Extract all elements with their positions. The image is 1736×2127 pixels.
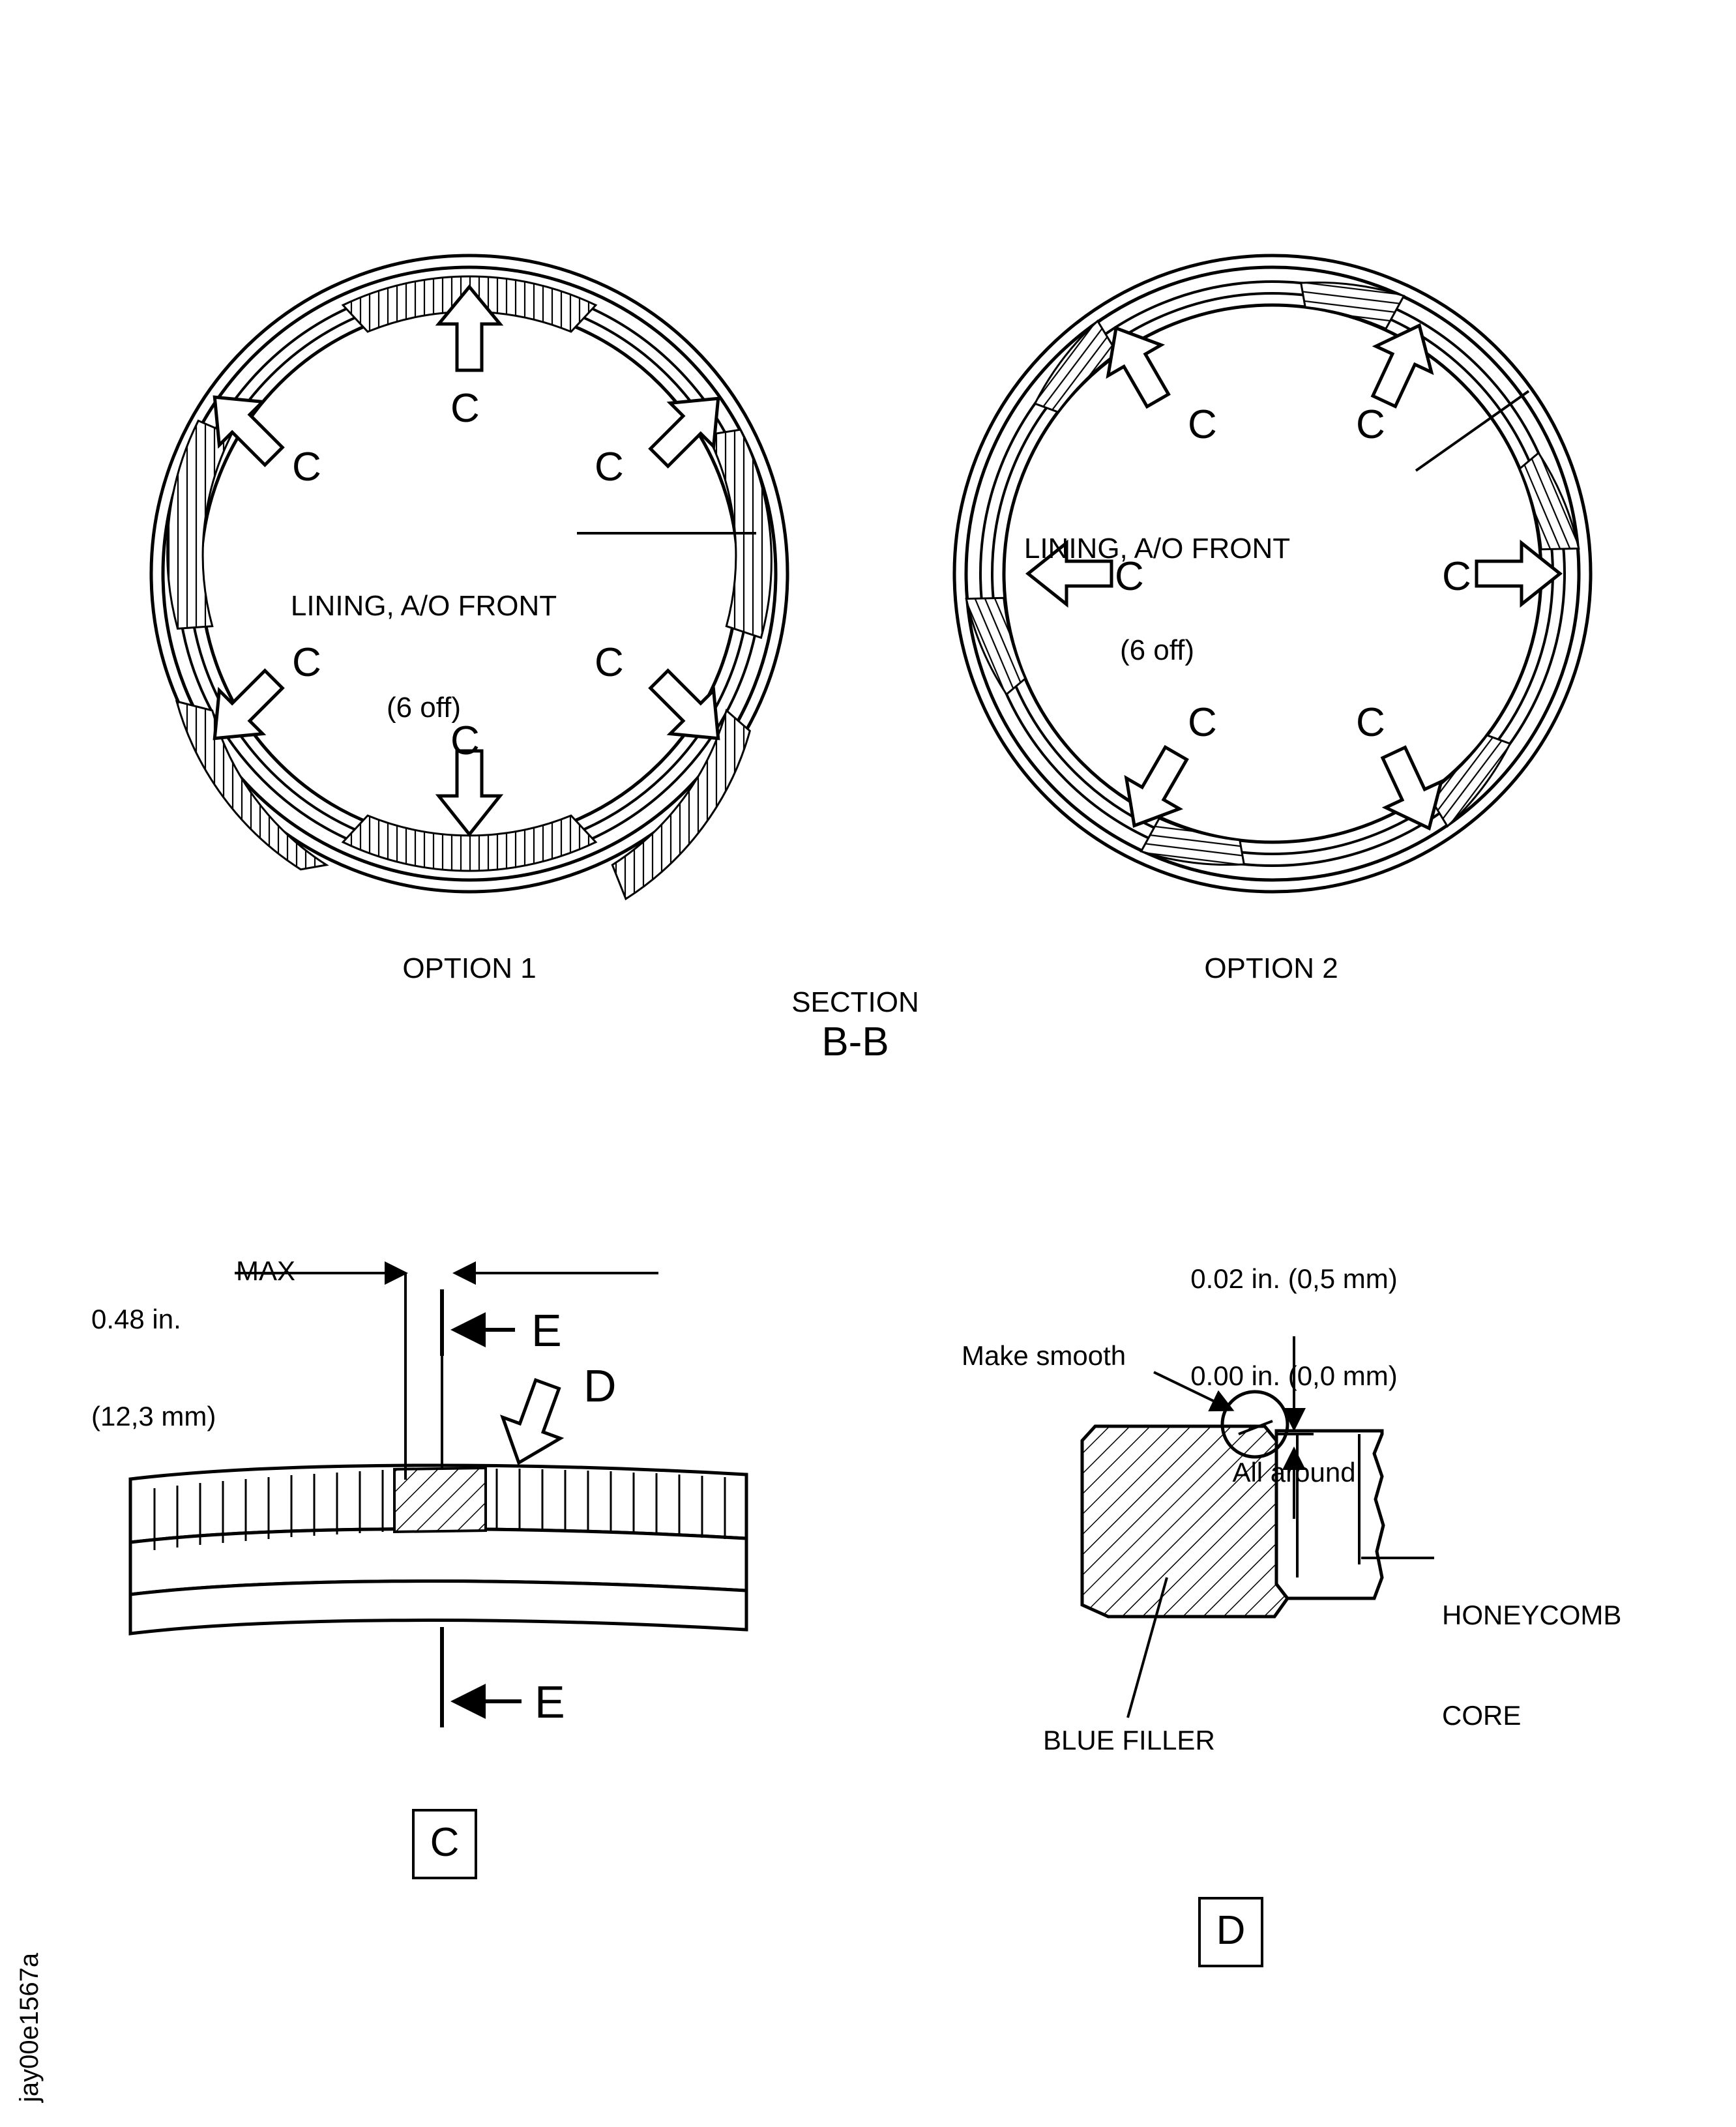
callout-c-option1-lower-right: C — [595, 640, 624, 685]
option2-lining-note-line1: LINING, A/O FRONT — [1023, 532, 1291, 565]
detail-c-letter-e-top: E — [531, 1305, 562, 1356]
option2-leader — [1416, 391, 1529, 471]
callout-c-option2-lower-right: C — [1356, 700, 1385, 745]
callout-c-option1-upper-right: C — [595, 445, 624, 490]
option2-lining-note-line2: (6 off) — [1119, 634, 1195, 666]
option2-lining-note — [909, 464, 1405, 735]
option1-lining-note-line1: LINING, A/O FRONT — [290, 589, 557, 622]
option1-caption: OPTION 1 — [402, 952, 537, 984]
detail-c-dim-line1: 0.48 in. — [91, 1304, 181, 1335]
detail-d-box-letter: D — [1216, 1908, 1246, 1953]
detail-d-honeycomb-line1: HONEYCOMB — [1442, 1600, 1622, 1631]
detail-d-honeycomb-line2: CORE — [1442, 1700, 1522, 1731]
callout-c-option2-lower-left: C — [1188, 700, 1217, 745]
detail-c-dim — [91, 1239, 216, 1497]
detail-c-letter-e-bottom: E — [535, 1677, 565, 1727]
detail-d-gap-note — [1108, 1198, 1480, 1553]
callout-c-option2-upper-left: C — [1188, 402, 1217, 447]
detail-d-make-smooth: Make smooth — [962, 1340, 1126, 1371]
detail-d-gap-line2: 0.00 in. (0,0 mm) — [1190, 1360, 1398, 1391]
detail-d-honeycomb-core — [1442, 1532, 1621, 1799]
option1-lining-note — [261, 521, 587, 792]
detail-d-blue-filler: BLUE FILLER — [1043, 1725, 1215, 1755]
option2-caption: OPTION 2 — [1204, 952, 1338, 984]
detail-c-geometry — [130, 1273, 746, 1727]
detail-c-max-label: MAX — [236, 1255, 296, 1286]
detail-c-letter-d: D — [583, 1360, 617, 1411]
detail-d-gap-line3: All around — [1232, 1457, 1356, 1488]
callout-c-option1-top: C — [450, 386, 480, 431]
detail-c-dim-line2: (12,3 mm) — [91, 1400, 216, 1431]
section-label: SECTION — [791, 986, 919, 1018]
callout-c-option1-bottom: C — [450, 718, 480, 763]
detail-d-gap-line1: 0.02 in. (0,5 mm) — [1190, 1263, 1398, 1295]
callout-c-option2-upper-right: C — [1356, 402, 1385, 447]
detail-c-box-letter: C — [430, 1820, 460, 1865]
callout-c-option1-lower-left: C — [292, 640, 321, 685]
callout-c-option2-right: C — [1442, 554, 1471, 599]
callout-c-option2-left: C — [1115, 554, 1144, 599]
callout-c-option1-upper-left: C — [292, 445, 321, 490]
figure-id: jay00e1567a — [15, 1952, 44, 2102]
section-name: B-B — [821, 1019, 889, 1064]
option1-lining-note-line2: (6 off) — [386, 691, 462, 724]
